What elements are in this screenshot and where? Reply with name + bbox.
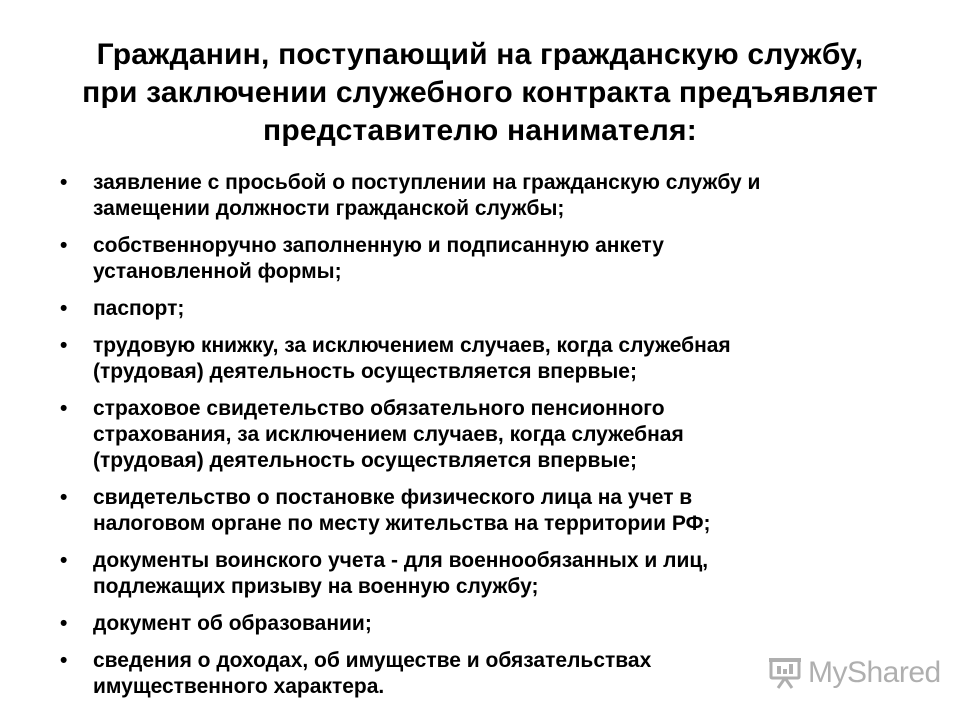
watermark-text: MyShared: [808, 656, 941, 689]
list-item-text: (трудовая) деятельность осуществляется впервые;: [93, 360, 637, 383]
list-item-text: свидетельство о постановке физического лица на учет в: [93, 486, 693, 509]
list-item: [60, 233, 860, 285]
list-item-text: установленной формы;: [93, 260, 342, 283]
list-item-text: страхования, за исключением случаев, когда служебная: [93, 423, 684, 446]
list-item-text: страховое свидетельство обязательного пенсионного: [93, 397, 665, 420]
list-item: [60, 648, 860, 700]
list-item: [60, 333, 860, 385]
title-line: Гражданин, поступающий на гражданскую службу,: [96, 38, 864, 71]
bullet-icon: •: [60, 171, 68, 194]
list-item-text: замещении должности гражданской службы;: [93, 197, 565, 220]
list-item: [60, 296, 860, 322]
list-item: [60, 396, 860, 474]
list-item-text: собственноручно заполненную и подписанную анкету: [93, 234, 664, 257]
bullet-icon: •: [60, 334, 68, 357]
list-item-text: заявление с просьбой о поступлении на гражданскую службу и: [93, 171, 761, 194]
list-item-text: имущественного характера.: [93, 675, 385, 698]
document-list: [60, 170, 860, 711]
slide-title: [40, 36, 920, 150]
list-item-text: документы воинского учета - для военнообязанных и лиц,: [93, 549, 709, 572]
title-line: представителю нанимателя:: [263, 114, 697, 147]
list-item-text: паспорт;: [93, 297, 185, 320]
list-item-text: подлежащих призыву на военную службу;: [93, 575, 539, 598]
list-item-text: налоговом органе по месту жительства на территории РФ;: [93, 512, 711, 535]
list-item: [60, 485, 860, 537]
bullet-icon: •: [60, 234, 68, 257]
bullet-icon: •: [60, 397, 68, 420]
list-item: [60, 611, 860, 637]
watermark: [768, 648, 948, 698]
list-item-text: трудовую книжку, за исключением случаев, когда служебная: [93, 334, 731, 357]
bullet-icon: •: [60, 549, 68, 572]
presentation-board-icon: [768, 656, 802, 690]
title-line: при заключении служебного контракта предъявляет: [82, 76, 878, 109]
bullet-icon: •: [60, 612, 68, 635]
bullet-icon: •: [60, 486, 68, 509]
list-item-text: (трудовая) деятельность осуществляется впервые;: [93, 449, 637, 472]
list-item: [60, 548, 860, 600]
list-item-text: сведения о доходах, об имуществе и обязательствах: [93, 649, 652, 672]
list-item-text: документ об образовании;: [93, 612, 372, 635]
bullet-icon: •: [60, 649, 68, 672]
list-item: [60, 170, 860, 222]
bullet-icon: •: [60, 297, 68, 320]
